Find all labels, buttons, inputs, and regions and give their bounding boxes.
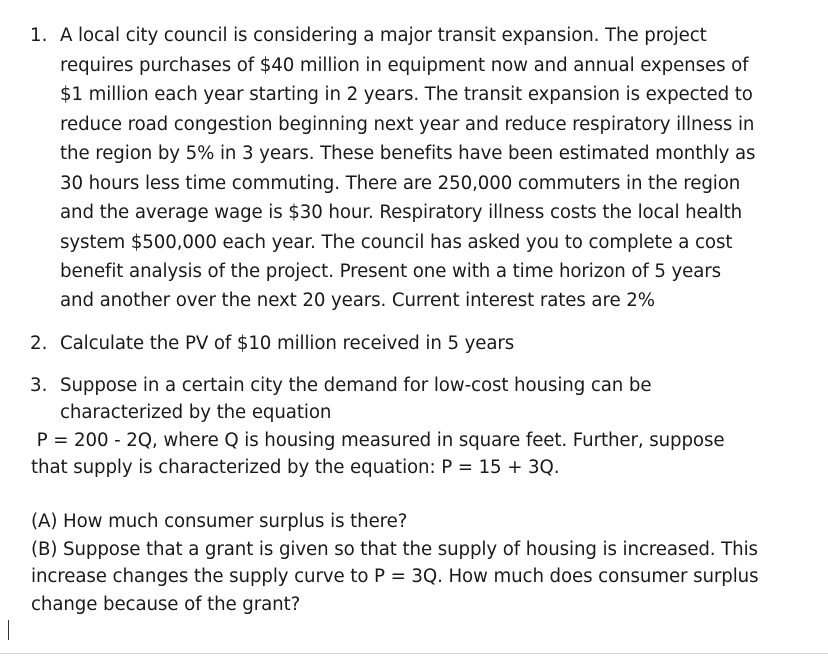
item-3-line: Suppose in a certain city the demand for low-cost housing can be <box>60 375 652 396</box>
item-3-part-a: (A) How much consumer surplus is there? <box>31 511 408 532</box>
item-3-continuation: that supply is characterized by the equation: P = 15 + 3Q. <box>31 457 560 478</box>
item-3-line: characterized by the equation <box>60 402 332 423</box>
item-1-line: requires purchases of $40 million in equipment now and annual expenses of <box>60 55 749 76</box>
item-2-line: Calculate the PV of $10 million received in 5 years <box>60 333 515 354</box>
item-1-line: and the average wage is $30 hour. Respiratory illness costs the local health <box>60 202 743 223</box>
item-1-line: 30 hours less time commuting. There are 250,000 commuters in the region <box>60 173 741 194</box>
item-1-line: system $500,000 each year. The council has asked you to complete a cost <box>60 232 733 253</box>
item-1-line: benefit analysis of the project. Present one with a time horizon of 5 years <box>60 261 722 282</box>
item-1-line: the region by 5% in 3 years. These benefits have been estimated monthly as <box>60 143 756 164</box>
item-1-line: and another over the next 20 years. Current interest rates are 2% <box>60 290 655 311</box>
item-3-part-b: (B) Suppose that a grant is given so that the supply of housing is increased. This <box>31 539 758 560</box>
item-3-continuation: P = 200 - 2Q, where Q is housing measured in square feet. Further, suppose <box>31 430 725 451</box>
page-bottom-divider <box>0 653 828 654</box>
item-1-line: $1 million each year starting in 2 years. The transit expansion is expected to <box>60 84 753 105</box>
item-3-number: 3. <box>30 375 48 396</box>
item-1-line: reduce road congestion beginning next year and reduce respiratory illness in <box>60 114 755 135</box>
item-3-part-b: increase changes the supply curve to P = 3Q. How much does consumer surplus <box>31 566 759 587</box>
item-1-line: A local city council is considering a major transit expansion. The project <box>60 25 707 46</box>
item-1-number: 1. <box>30 25 48 46</box>
item-3-part-b: change because of the grant? <box>31 594 301 615</box>
text-cursor[interactable] <box>8 620 9 640</box>
item-2-number: 2. <box>30 333 48 354</box>
